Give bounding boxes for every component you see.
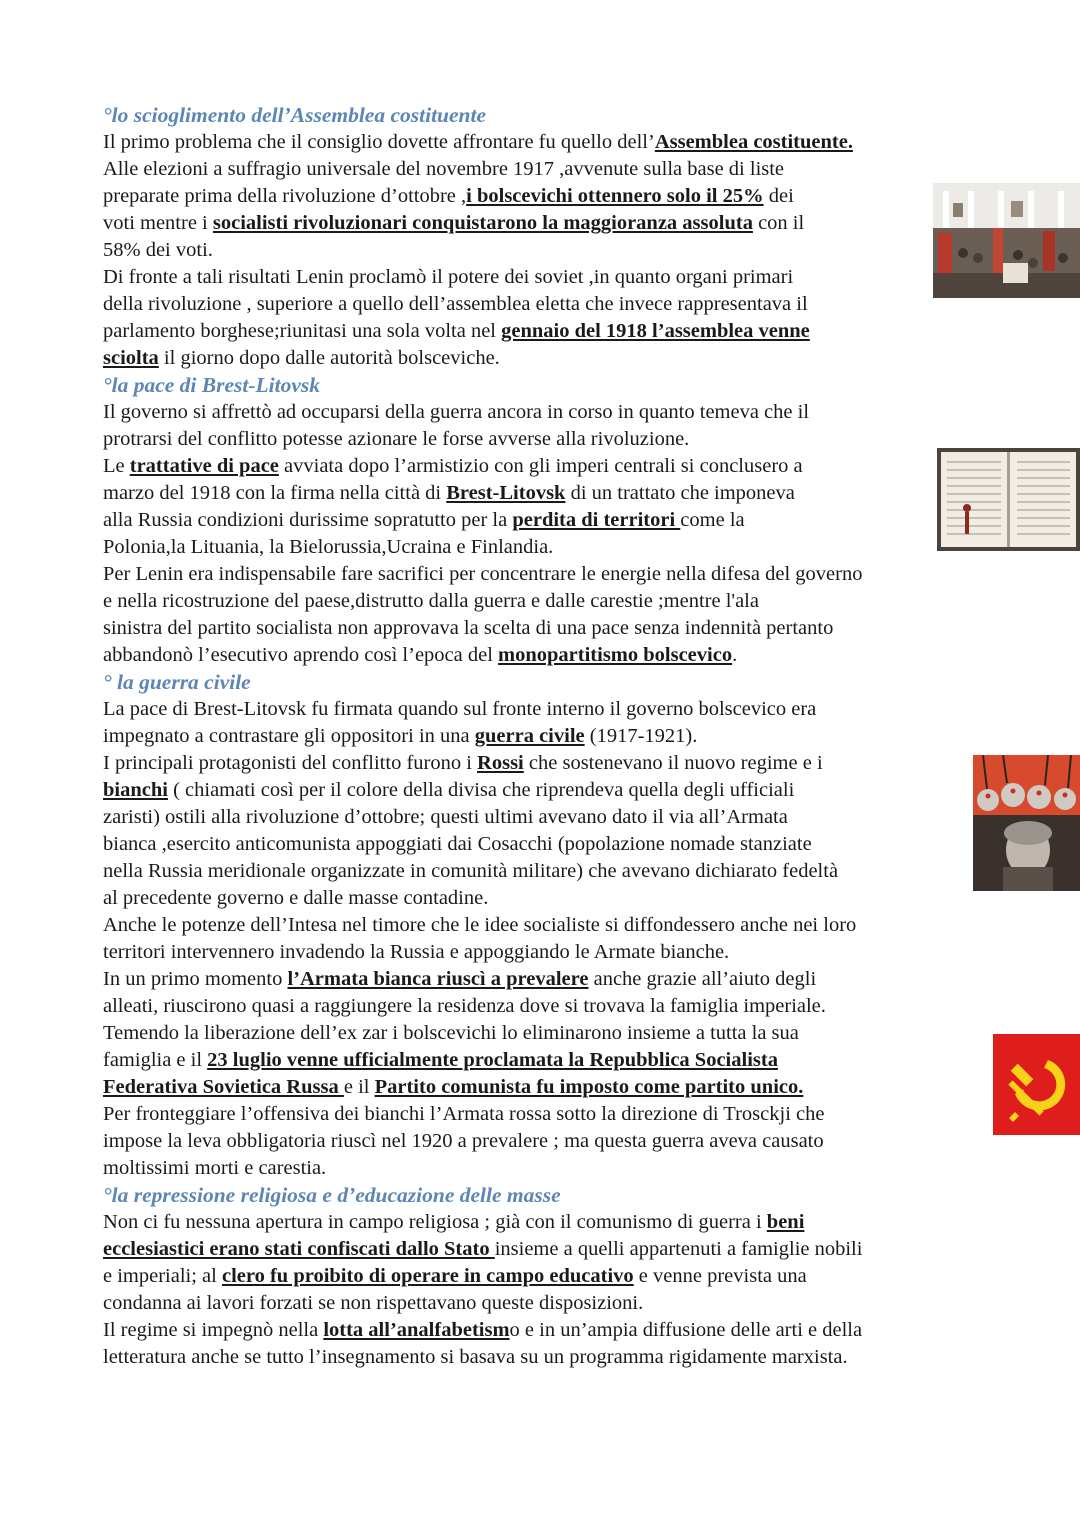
emphasis-text: l’Armata bianca riuscì a prevalere — [287, 968, 589, 990]
emphasis-text: 23 luglio venne ufficialmente proclamata la Repubblica Socialista — [207, 1049, 778, 1071]
text-line: impegnato a contrastare gli oppositori in una guerra civile (1917-1921). — [103, 725, 698, 747]
text-line: territori intervennero invadendo la Russia e appoggiando le Armate bianche. — [103, 941, 730, 963]
emphasis-text: clero fu proibito di operare in campo educativo — [221, 1265, 634, 1287]
text-line: al precedente governo e dalle masse contadine. — [103, 887, 489, 909]
text-line: In un primo momento l’Armata bianca riuscì a prevalere anche grazie all’aiuto degli — [103, 968, 817, 990]
text-line: protrarsi del conflitto potesse azionare le forse avverse alla rivoluzione. — [103, 428, 690, 450]
text-line: abbandonò l’esecutivo aprendo così l’epoca del monopartitismo bolscevico. — [103, 644, 738, 666]
text-line: alleati, riuscirono quasi a raggiungere la residenza dove si trovava la famiglia imperiale. — [103, 995, 826, 1017]
text-line: 58% dei voti. — [103, 239, 213, 261]
treaty-document-photo — [937, 448, 1080, 551]
emphasis-text: socialisti rivoluzionari conquistarono la maggioranza assoluta — [212, 212, 753, 234]
text-line: Di fronte a tali risultati Lenin proclamò il potere dei soviet ,in quanto organi primari — [103, 266, 794, 288]
section-heading: °la pace di Brest-Litovsk — [103, 373, 320, 397]
text-line: condanna ai lavori forzati se non rispettavano queste disposizioni. — [103, 1292, 644, 1314]
text-line: Non ci fu nessuna apertura in campo religiosa ; già con il comunismo di guerra i beni — [103, 1211, 805, 1233]
text-line: Le trattative di pace avviata dopo l’armistizio con gli imperi centrali si conclusero a — [103, 455, 803, 477]
text-line: parlamento borghese;riunitasi una sola volta nel gennaio del 1918 l’assemblea venne — [103, 320, 810, 342]
text-line: Polonia,la Lituania, la Bielorussia,Ucraina e Finlandia. — [103, 536, 554, 558]
text-line: I principali protagonisti del conflitto furono i Rossi che sostenevano il nuovo regime e i — [103, 752, 823, 774]
red-army-poster — [973, 755, 1080, 891]
emphasis-text: trattative di pace — [129, 455, 279, 477]
text-line: impose la leva obbligatoria riuscì nel 1920 a prevalere ; ma questa guerra aveva causato — [103, 1130, 824, 1152]
emphasis-text: gennaio del 1918 l’assemblea venne — [501, 320, 810, 342]
text-line: Per Lenin era indispensabile fare sacrifici per concentrare le energie nella difesa del governo — [103, 563, 863, 585]
emphasis-text: ecclesiastici erano stati confiscati dallo Stato — [103, 1238, 495, 1260]
text-line: preparate prima della rivoluzione d’ottobre ,i bolscevichi ottennero solo il 25% dei — [103, 185, 794, 207]
emphasis-text: Brest-Litovsk — [446, 482, 566, 504]
emphasis-text: beni — [766, 1211, 805, 1233]
text-line: La pace di Brest-Litovsk fu firmata quando sul fronte interno il governo bolscevico era — [103, 698, 817, 720]
text-line: voti mentre i socialisti rivoluzionari conquistarono la maggioranza assoluta con il — [103, 212, 805, 234]
text-line: Federativa Sovietica Russa e il Partito comunista fu imposto come partito unico. — [103, 1076, 804, 1098]
text-line: Temendo la liberazione dell’ex zar i bolscevichi lo eliminarono insieme a tutta la sua — [103, 1022, 799, 1044]
text-line: alla Russia condizioni durissime sopratutto per la perdita di territori come la — [103, 509, 745, 531]
hammer-sickle-flag — [993, 1034, 1080, 1135]
assembly-photo — [933, 183, 1080, 298]
emphasis-text: guerra civile — [474, 725, 585, 747]
section-heading: °lo scioglimento dell’Assemblea costituente — [103, 103, 487, 127]
text-line: Alle elezioni a suffragio universale del novembre 1917 ,avvenute sulla base di liste — [103, 158, 785, 180]
text-line: moltissimi morti e carestia. — [103, 1157, 327, 1179]
text-line: marzo del 1918 con la firma nella città di Brest-Litovsk di un trattato che imponeva — [103, 482, 795, 504]
text-line: e imperiali; al clero fu proibito di operare in campo educativo e venne prevista una — [103, 1265, 807, 1287]
text-line: bianchi ( chiamati così per il colore della divisa che riprendeva quella degli ufficiali — [103, 779, 795, 801]
text-line: ecclesiastici erano stati confiscati dallo Stato insieme a quelli appartenuti a famiglie nobili — [103, 1238, 863, 1260]
emphasis-text: Partito comunista fu imposto come partito unico. — [374, 1076, 804, 1098]
text-line: e nella ricostruzione del paese,distrutto dalla guerra e dalle carestie ;mentre l'ala — [103, 590, 759, 612]
emphasis-text: lotta all’analfabetism — [323, 1319, 510, 1341]
emphasis-text: perdita di territori — [512, 509, 681, 531]
text-line: Per fronteggiare l’offensiva dei bianchi l’Armata rossa sotto la direzione di Trosckji che — [103, 1103, 825, 1125]
text-line: Il governo si affrettò ad occuparsi della guerra ancora in corso in quanto temeva che il — [103, 401, 810, 423]
emphasis-text: bianchi — [103, 779, 168, 801]
emphasis-text: i bolscevichi ottennero solo il 25% — [466, 185, 764, 207]
text-line: zaristi) ostili alla rivoluzione d’ottobre; questi ultimi avevano dato il via all’Armata — [103, 806, 788, 828]
text-line: bianca ,esercito anticomunista appoggiati dai Cosacchi (popolazione nomade stanziate — [103, 833, 812, 855]
text-line: letteratura anche se tutto l’insegnamento si basava su un programma rigidamente marxista. — [103, 1346, 848, 1368]
section-heading: ° la guerra civile — [103, 670, 251, 694]
text-line: sinistra del partito socialista non approvava la scelta di una pace senza indennità pertanto — [103, 617, 834, 639]
emphasis-text: Rossi — [477, 752, 524, 774]
emphasis-text: Assemblea costituente. — [654, 131, 853, 153]
text-line: famiglia e il 23 luglio venne ufficialmente proclamata la Repubblica Socialista — [103, 1049, 778, 1071]
emphasis-text: sciolta — [103, 347, 159, 369]
emphasis-text: monopartitismo bolscevico — [498, 644, 733, 666]
text-line: nella Russia meridionale organizzate in comunità militare) che avevano dichiarato fedeltà — [103, 860, 839, 882]
text-line: sciolta il giorno dopo dalle autorità bolsceviche. — [103, 347, 500, 369]
section-heading: °la repressione religiosa e d’educazione delle masse — [103, 1183, 561, 1207]
emphasis-text: Federativa Sovietica Russa — [103, 1076, 344, 1098]
text-line: della rivoluzione , superiore a quello dell’assemblea eletta che invece rappresentava il — [103, 293, 808, 315]
text-line: Anche le potenze dell’Intesa nel timore che le idee socialiste si diffondessero anche nei loro — [103, 914, 857, 936]
text-line: Il regime si impegnò nella lotta all’analfabetismo e in un’ampia diffusione delle arti e della — [103, 1319, 863, 1341]
document-body — [103, 102, 983, 1371]
text-line: Il primo problema che il consiglio dovette affrontare fu quello dell’Assemblea costituente. — [103, 131, 853, 153]
